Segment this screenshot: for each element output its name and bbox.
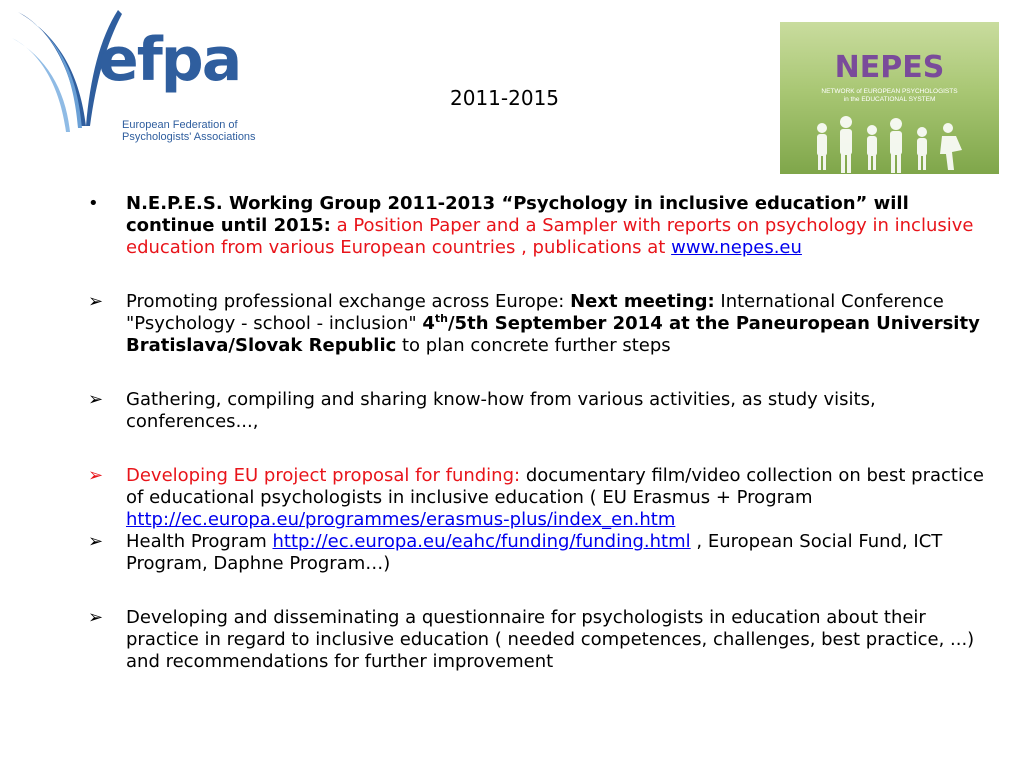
item-text: documentary film/video collection on best practice of educational psychologists in inclusive education ( EU Erasmus + Program (126, 465, 984, 508)
item-text: Promoting professional exchange across Europe: (126, 291, 571, 312)
erasmus-plus-link[interactable]: http://ec.europa.eu/programmes/erasmus-plus/index_en.htm (126, 509, 676, 530)
arrow-bullet-icon: ➢ (88, 291, 104, 312)
nepes-logo (780, 22, 999, 174)
list-item (88, 465, 993, 531)
item-bold-text: Next meeting: (570, 291, 715, 312)
list-item (88, 607, 993, 673)
arrow-bullet-icon: ➢ (88, 531, 104, 552)
health-program-link[interactable]: http://ec.europa.eu/eahc/funding/funding.html (272, 531, 691, 552)
arrow-bullet-icon: ➢ (88, 389, 104, 410)
bullet-marker: • (88, 193, 99, 214)
bullet-list (88, 193, 993, 673)
efpa-subtitle-line: Psychologists' Associations (122, 131, 256, 143)
list-item (88, 291, 993, 357)
year-range: 2011-2015 (450, 86, 560, 110)
item-text: Gathering, compiling and sharing know-how from various activities, as study visits, conferences..., (126, 389, 876, 432)
nepes-website-link[interactable]: www.nepes.eu (671, 237, 802, 258)
item-text: Health Program (126, 531, 273, 552)
efpa-wordmark: efpa (98, 25, 241, 95)
people-silhouettes-icon (780, 110, 999, 174)
nepes-title: NEPES (834, 50, 945, 85)
item-bold-text: N.E.P.E.S. Working Group 2011-2013 “Psychology in inclusive education” will continue until 2015: (126, 193, 909, 236)
item-red-text: a Position Paper and a Sampler with reports on psychology in inclusive education from various European countries , publications at (126, 215, 974, 258)
superscript: th (434, 312, 448, 325)
nepes-subtitle-line: in the EDUCATIONAL SYSTEM (843, 96, 936, 103)
item-text: , European Social Fund, ICT Program, Daphne Program…) (126, 531, 943, 574)
arrow-bullet-icon: ➢ (88, 465, 104, 486)
item-bold-text: 4 (422, 313, 435, 334)
item-text: International Conference "Psychology - school - inclusion" (126, 291, 944, 334)
item-bold-text: /5th September 2014 at the Paneuropean University Bratislava/Slovak Republic (126, 313, 980, 356)
efpa-logo (10, 8, 260, 148)
list-item (88, 193, 993, 259)
item-red-text: Developing EU project proposal for funding: (126, 465, 521, 486)
efpa-subtitle (122, 119, 272, 143)
nepes-subtitle (780, 88, 999, 104)
item-text: to plan concrete further steps (396, 335, 671, 356)
list-item (88, 531, 993, 575)
arrow-bullet-icon: ➢ (88, 607, 104, 628)
nepes-subtitle-line: NETWORK of EUROPEAN PSYCHOLOGISTS (821, 88, 958, 95)
efpa-subtitle-line: European Federation of (122, 119, 238, 131)
list-item (88, 389, 993, 433)
item-text: Developing and disseminating a questionnaire for psychologists in education about their practice in regard to inclusive education ( needed competences, challenges, best practice, ...) and recommendations for further improvement (126, 607, 975, 672)
